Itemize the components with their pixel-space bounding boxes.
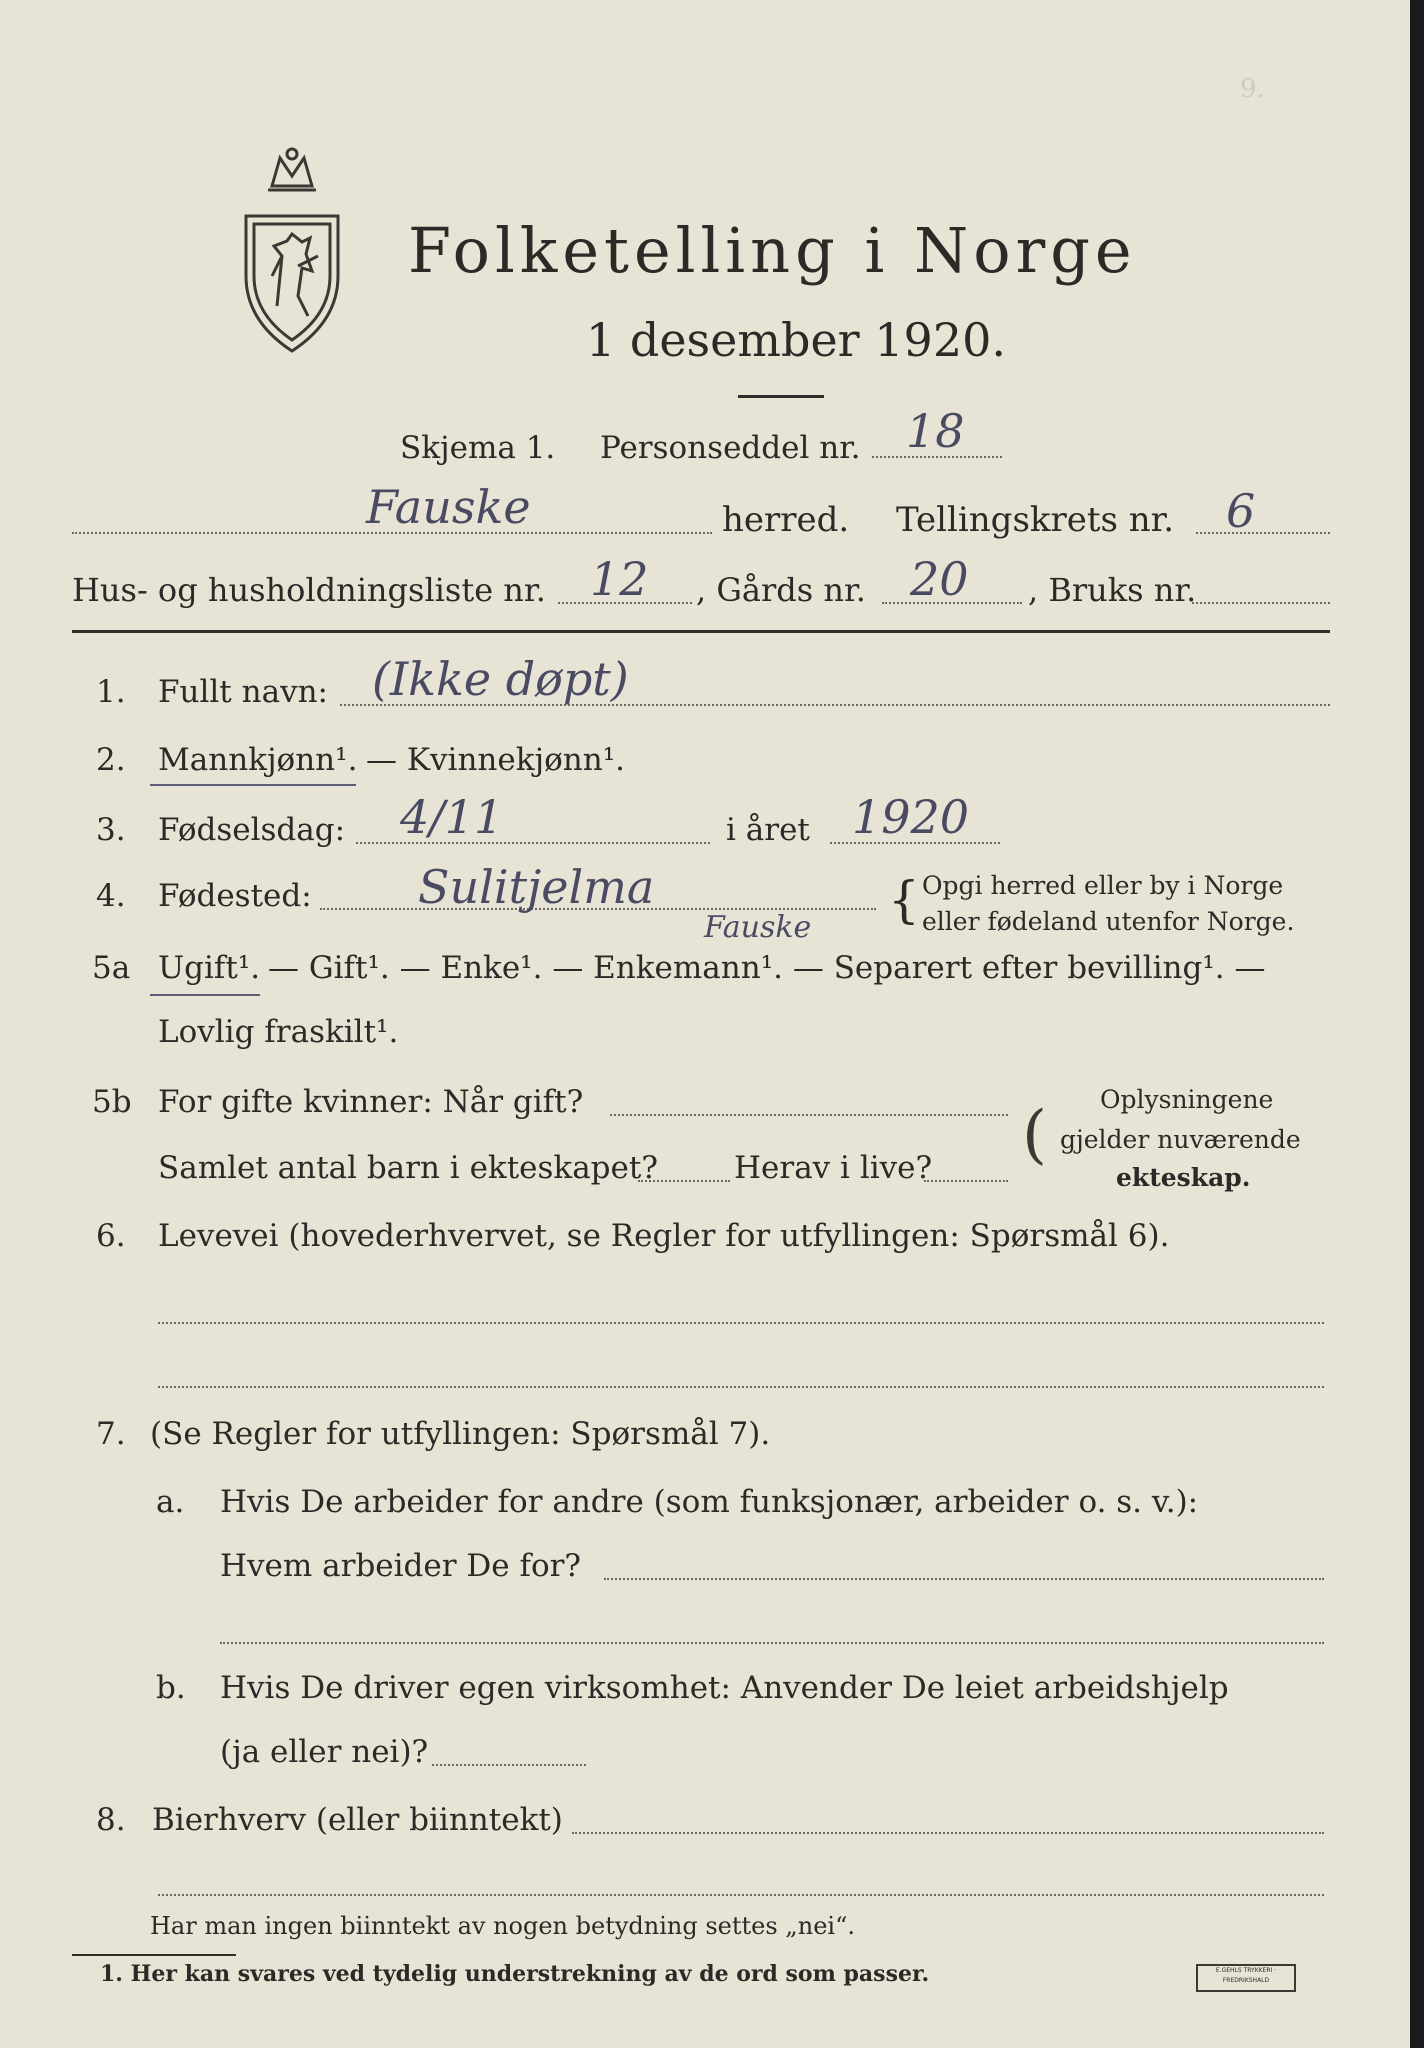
q5b-note3: ekteskap. bbox=[1116, 1163, 1251, 1192]
q7b-letter: b. bbox=[156, 1670, 186, 1706]
q7a-extra-line bbox=[220, 1642, 1324, 1644]
tellingskrets-line bbox=[1196, 532, 1330, 534]
q5b-alive-line bbox=[924, 1180, 1008, 1182]
q3-year-label: i året bbox=[726, 812, 810, 848]
herred-label: herred. bbox=[722, 500, 850, 540]
q5a-options[interactable]: — Gift¹. — Enke¹. — Enkemann¹. — Separert efter bevilling¹. — bbox=[268, 950, 1266, 986]
q4-value-correction[interactable]: Fauske bbox=[704, 910, 812, 945]
husliste-label: Hus- og husholdningsliste nr. bbox=[72, 571, 546, 609]
tellingskrets-value[interactable]: 6 bbox=[1226, 484, 1256, 538]
q1-value[interactable]: (Ikke døpt) bbox=[372, 652, 629, 706]
q5b-bracket-left: ( bbox=[1022, 1098, 1047, 1172]
bleed-through: 9. bbox=[1240, 74, 1265, 104]
husliste-value[interactable]: 12 bbox=[590, 552, 649, 606]
q4-note-line1: Opgi herred eller by i Norge bbox=[922, 871, 1284, 900]
herred-value[interactable]: Fauske bbox=[366, 480, 531, 534]
q7b-line2: (ja eller nei)? bbox=[220, 1734, 429, 1770]
q3-value[interactable]: 4/11 bbox=[400, 790, 504, 844]
gards-label: , Gårds nr. bbox=[696, 571, 866, 609]
q3-year-value[interactable]: 1920 bbox=[852, 790, 970, 844]
q3-label: Fødselsdag: bbox=[158, 812, 346, 848]
scan-edge bbox=[1410, 0, 1424, 2048]
title-divider bbox=[738, 395, 824, 398]
q3-number: 3. bbox=[96, 812, 126, 848]
footnote: 1. Her kan svares ved tydelig understrekning av de ord som passer. bbox=[100, 1961, 930, 1987]
q8-answer-line bbox=[572, 1832, 1324, 1834]
q2-female[interactable]: — Kvinnekjønn¹. bbox=[366, 742, 625, 778]
q8-number: 8. bbox=[96, 1802, 126, 1838]
q4-note-line2: eller fødeland utenfor Norge. bbox=[922, 907, 1295, 936]
gards-value[interactable]: 20 bbox=[910, 552, 969, 606]
tellingskrets-label: Tellingskrets nr. bbox=[896, 500, 1175, 540]
q2-male[interactable]: Mannkjønn¹. bbox=[158, 742, 358, 778]
printer-stamp-text: E.GEHLS TRYKKERI · FREDRIKSHALD bbox=[1215, 1967, 1277, 1984]
bruks-label: , Bruks nr. bbox=[1028, 571, 1197, 609]
schema-label: Skjema 1. bbox=[400, 430, 556, 466]
q4-brace: { bbox=[888, 871, 920, 929]
q1-label: Fullt navn: bbox=[158, 674, 328, 710]
coat-of-arms-icon bbox=[232, 146, 352, 356]
q4-number: 4. bbox=[96, 878, 126, 914]
q5a-ugift-underline bbox=[150, 994, 260, 996]
q6-number: 6. bbox=[96, 1218, 126, 1254]
q7-label: (Se Regler for utfyllingen: Spørsmål 7). bbox=[150, 1416, 771, 1452]
q5a-ugift[interactable]: Ugift¹. bbox=[158, 950, 261, 986]
bruks-line bbox=[1192, 602, 1330, 604]
q5b-line1 bbox=[610, 1114, 1008, 1116]
personseddel-label: Personseddel nr. bbox=[600, 430, 861, 466]
q7a-line1: Hvis De arbeider for andre (som funksjonær, arbeider o. s. v.): bbox=[220, 1484, 1199, 1520]
footnote-rule bbox=[72, 1954, 236, 1956]
q6-line1 bbox=[158, 1322, 1324, 1324]
q5b-number: 5b bbox=[92, 1084, 132, 1120]
q2-number: 2. bbox=[96, 742, 126, 778]
q5b-children: Samlet antal barn i ekteskapet? bbox=[158, 1150, 658, 1186]
q5a-number: 5a bbox=[92, 950, 131, 986]
q7b-answer-line bbox=[432, 1764, 586, 1766]
q5b-children-line bbox=[638, 1180, 730, 1182]
q5b-when-married: For gifte kvinner: Når gift? bbox=[158, 1084, 584, 1120]
q5b-note1: Oplysningene bbox=[1100, 1085, 1274, 1114]
q8-note: Har man ingen biinntekt av nogen betydning settes „nei“. bbox=[150, 1912, 855, 1940]
q4-value[interactable]: Sulitjelma bbox=[418, 860, 655, 914]
q7a-letter: a. bbox=[156, 1484, 185, 1520]
q5a-fraskilt[interactable]: Lovlig fraskilt¹. bbox=[158, 1014, 399, 1050]
q5b-alive: Herav i live? bbox=[734, 1150, 933, 1186]
q7a-line2: Hvem arbeider De for? bbox=[220, 1548, 582, 1584]
q6-label: Levevei (hovederhvervet, se Regler for utfyllingen: Spørsmål 6). bbox=[158, 1218, 1170, 1254]
q7b-line1: Hvis De driver egen virksomhet: Anvender De leiet arbeidshjelp bbox=[220, 1670, 1229, 1706]
personseddel-value[interactable]: 18 bbox=[906, 404, 965, 458]
q8-label: Bierhverv (eller biinntekt) bbox=[152, 1802, 563, 1838]
census-date: 1 desember 1920. bbox=[586, 313, 1006, 367]
q2-male-underline bbox=[150, 784, 356, 786]
q4-label: Fødested: bbox=[158, 878, 312, 914]
section-rule bbox=[72, 630, 1330, 633]
q7a-answer-line bbox=[604, 1578, 1324, 1580]
q7-number: 7. bbox=[96, 1416, 126, 1452]
printer-stamp bbox=[1196, 1964, 1296, 1992]
q1-number: 1. bbox=[96, 674, 126, 710]
q6-line2 bbox=[158, 1386, 1324, 1388]
q8-extra-line bbox=[158, 1894, 1324, 1896]
q5b-note2: gjelder nuværende bbox=[1060, 1125, 1301, 1154]
page-title: Folketelling i Norge bbox=[408, 214, 1137, 287]
